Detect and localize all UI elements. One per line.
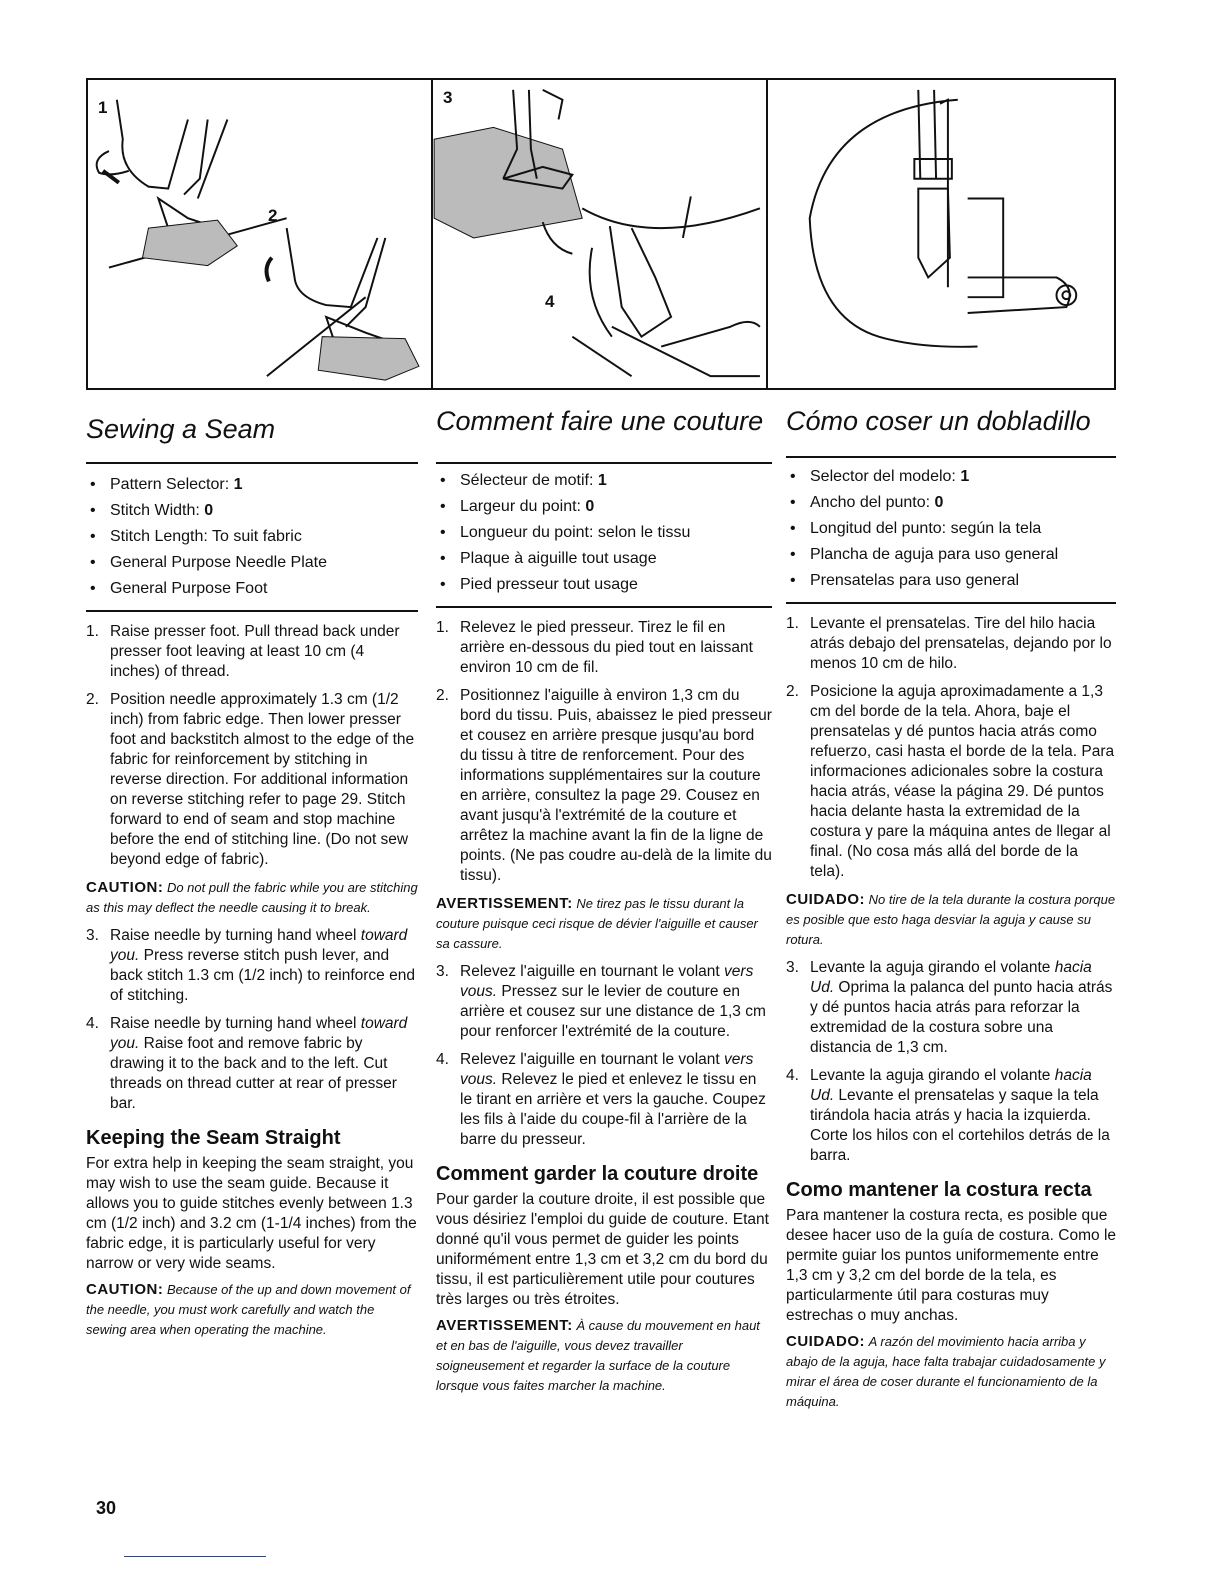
page-number: 30 — [96, 1498, 117, 1518]
step-3: 3. Levante la aguja girando el volante hacia Ud. Oprima la palanca del punto hacia atrás y dé puntos hacia atrás para reforzar la extremidad de la costura sobre una distancia de 1,3 cm. — [786, 959, 1113, 1056]
step-3: 3. Raise needle by turning hand wheel toward you. Press reverse stitch push lever, and back stitch 1.3 cm (1/2 inch) to reinforce end of stitching. — [86, 927, 415, 1004]
step-4: 4. Relevez l'aiguille en tournant le volant vers vous. Relevez le pied et enlevez le tissu en le tirant en arrière et vers la gauche. Coupez les fils à l'aide du coupe-fil à l'arrière de la barre du presseur. — [436, 1051, 766, 1148]
caution-note: AVERTISSEMENT: À cause du mouvement en haut et en bas de l'aiguille, vous devez travailler soigneusement et regarder la surface de la couture lorsque vous faites marcher la machine. — [436, 1317, 760, 1393]
steps-list — [786, 614, 1116, 882]
footer-line — [124, 1556, 266, 1557]
list-item: • Longueur du point: selon le tissu — [436, 520, 772, 546]
settings-list — [436, 468, 772, 598]
list-item: • Prensatelas para uso general — [786, 568, 1116, 594]
needle-threading-illustration — [433, 80, 766, 388]
list-item: • Largeur du point: 0 — [436, 494, 772, 520]
caution-note: CUIDADO: No tire de la tela durante la costura porque es posible que esto haga desviar la aguja y cause su rotura. — [786, 891, 1116, 947]
divider — [436, 606, 772, 608]
seam-guide-illustration — [768, 80, 1114, 388]
section-title: Comment faire une couture — [436, 406, 764, 436]
step-3: 3. Relevez l'aiguille en tournant le volant vers vous. Pressez sur le levier de couture en arrière et cousez sur une distance de 1,3 cm pour renforcer l'extrémité de la couture. — [436, 963, 766, 1040]
steps-list — [786, 958, 1116, 1166]
caution-note: CAUTION: Because of the up and down movement of the needle, you must work carefully and watch the sewing area when operating the machine. — [86, 1281, 411, 1337]
list-item: • Stitch Length: To suit fabric — [86, 524, 418, 550]
figure-label-4: 4 — [545, 292, 555, 311]
steps-list — [86, 622, 418, 870]
paragraph: For extra help in keeping the seam straight, you may wish to use the seam guide. Because it allows you to guide stitches evenly between 1.3 cm (1/2 inch) and 3.2 cm (1-1/4 inches) from the fabric edge, it is particularly useful for very narrow or very wide seams. — [86, 1155, 417, 1272]
divider — [436, 462, 772, 464]
column-english — [86, 400, 418, 1348]
section-title: Sewing a Seam — [86, 414, 276, 444]
paragraph: Pour garder la couture droite, il est possible que vous désiriez l'emploi du guide de couture. Etant donné qu'il vous permet de guider les points uniformément entre 1,3 cm et 3,2 cm du bord du tissu, il est particulièrement utile pour coutures très larges ou très étroites. — [436, 1191, 769, 1308]
illustration-strip — [86, 78, 1116, 390]
divider — [786, 602, 1116, 604]
steps-list — [436, 962, 772, 1150]
step-1: 1. Levante el prensatelas. Tire del hilo hacia atrás debajo del prensatelas, dejando por lo menos 10 cm de hilo. — [786, 615, 1112, 672]
list-item: • General Purpose Foot — [86, 576, 418, 602]
figure-panel-3-4 — [433, 80, 768, 388]
list-item: • Stitch Width: 0 — [86, 498, 418, 524]
subheading: Comment garder la couture droite — [436, 1163, 759, 1185]
figure-label-1: 1 — [98, 98, 108, 117]
caution-note: AVERTISSEMENT: Ne tirez pas le tissu durant la couture puisque ceci risque de dévier l'aiguille et causer sa cassure. — [436, 895, 758, 951]
figure-panel-1-2 — [88, 80, 433, 388]
steps-list — [436, 618, 772, 886]
step-2: 2. Posicione la aguja aproximadamente a 1,3 cm del borde de la tela. Ahora, baje el prensatelas y dé puntos hacia atrás como refuerzo, casi hasta el borde de la tela. Para informaciones adicionales sobre la costura hacia atrás, véase la página 29. Dé puntos hacia delante hasta la extremidad de la costura y pare la máquina antes de llegar al final. (No cosa más allá del borde de la tela). — [786, 683, 1115, 880]
settings-list — [86, 472, 418, 602]
divider — [86, 610, 418, 612]
caution-note: CAUTION: Do not pull the fabric while you are stitching as this may deflect the needle causing it to break. — [86, 879, 418, 915]
presser-foot-illustration — [88, 80, 431, 388]
figure-panel-seam-guide — [768, 80, 1114, 388]
step-4: 4. Levante la aguja girando el volante hacia Ud. Levante el prensatelas y saque la tela tirándola hacia atrás y hacia la izquierda. Corte los hilos con el cortehilos detrás de la barra. — [786, 1067, 1110, 1164]
figure-label-2: 2 — [268, 206, 278, 225]
figure-label-3: 3 — [443, 88, 453, 107]
list-item: • Ancho del punto: 0 — [786, 490, 1116, 516]
step-1: 1. Relevez le pied presseur. Tirez le fil en arrière en-dessous du pied tout en laissant environ 10 cm de fil. — [436, 619, 753, 676]
list-item: • Pattern Selector: 1 — [86, 472, 418, 498]
list-item: • Sélecteur de motif: 1 — [436, 468, 772, 494]
caution-note: CUIDADO: A razón del movimiento hacia arriba y abajo de la aguja, hace falta trabajar cuidadosamente y mirar el área de coser durante el funcionamiento de la máquina. — [786, 1333, 1106, 1409]
step-1: 1. Raise presser foot. Pull thread back under presser foot leaving at least 10 cm (4 inches) of thread. — [86, 623, 400, 680]
column-spanish — [786, 400, 1116, 1420]
divider — [86, 462, 418, 464]
list-item: • General Purpose Needle Plate — [86, 550, 418, 576]
paragraph: Para mantener la costura recta, es posible que desee hacer uso de la guía de costura. Como le permite guiar los puntos uniformemente entre 1,3 cm y 3,2 cm del borde de la tela, es particularmente útil para costuras muy estrechas o muy anchas. — [786, 1207, 1117, 1324]
subheading: Como mantener la costura recta — [786, 1179, 1092, 1201]
list-item: • Longitud del punto: según la tela — [786, 516, 1116, 542]
settings-list — [786, 464, 1116, 594]
list-item: • Plaque à aiguille tout usage — [436, 546, 772, 572]
step-2: 2. Position needle approximately 1.3 cm (1/2 inch) from fabric edge. Then lower presser foot and backstitch almost to the edge of the fabric for reinforcement by stitching in reverse direction. For additional information on reverse stitching refer to page 29. Stitch forward to end of seam and stop machine before the end of stitching line. (Do not sew beyond edge of fabric). — [86, 691, 415, 868]
list-item: • Pied presseur tout usage — [436, 572, 772, 598]
step-4: 4. Raise needle by turning hand wheel toward you. Raise foot and remove fabric by drawing it to the back and to the left. Cut threads on thread cutter at rear of presser bar. — [86, 1015, 408, 1112]
subheading: Keeping the Seam Straight — [86, 1127, 341, 1149]
list-item: • Plancha de aguja para uso general — [786, 542, 1116, 568]
list-item: • Selector del modelo: 1 — [786, 464, 1116, 490]
section-title: Cómo coser un dobladillo — [786, 406, 1091, 436]
divider — [786, 456, 1116, 458]
column-french — [436, 400, 772, 1404]
step-2: 2. Positionnez l'aiguille à environ 1,3 cm du bord du tissu. Puis, abaissez le pied presseur et cousez en arrière presque jusqu'au bord du tissu à titre de renforcement. Pour des informations supplémentaires sur la couture en arrière, consultez la page 29. Cousez en avant jusqu'à l'extrémité de la couture et arrêtez la machine avant la fin de la ligne de points. (Ne pas coudre au-delà de la limite du tissu). — [436, 687, 772, 884]
steps-list — [86, 926, 418, 1114]
